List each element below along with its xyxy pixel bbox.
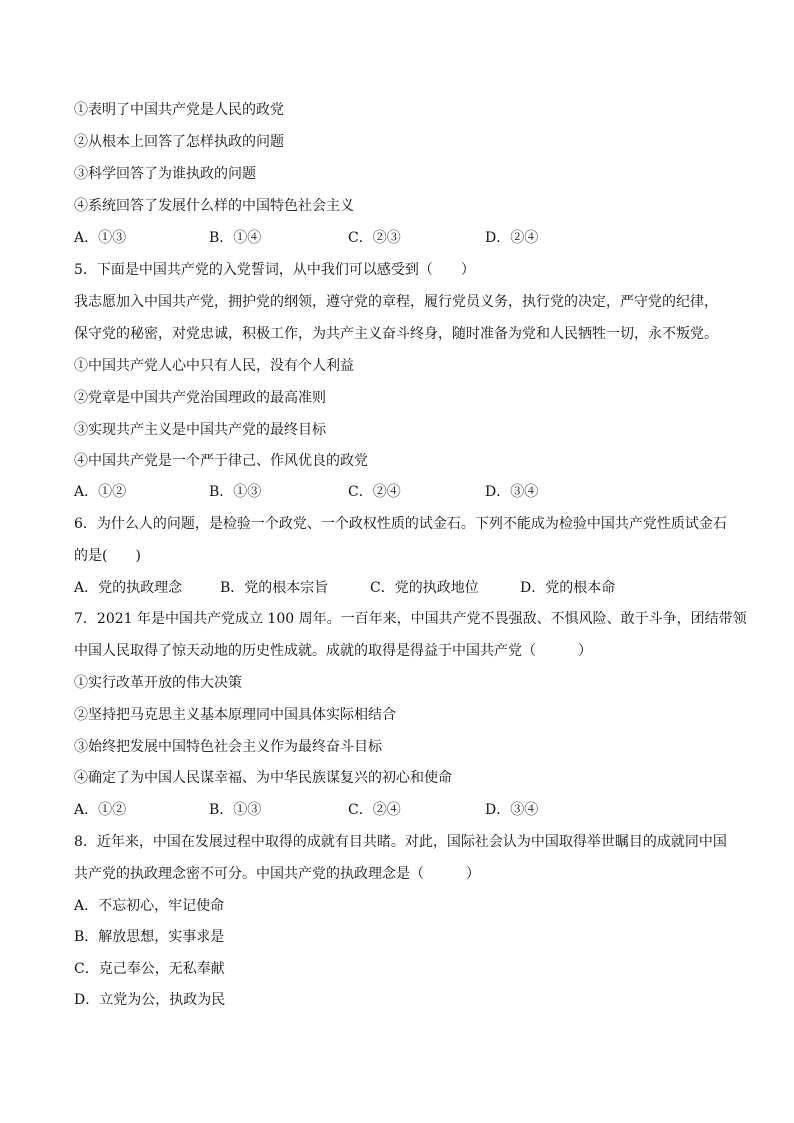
q4-options [74, 228, 734, 248]
q7-option-b: B．①③ [209, 802, 262, 818]
q4-option-b: B．①④ [209, 230, 262, 246]
q6-option-c: C．党的执政地位 [370, 580, 479, 596]
q6-option-d: D．党的根本命 [520, 580, 616, 596]
q8-option-c: C．克己奉公，无私奉献 [74, 961, 225, 977]
q5-item-1: ①中国共产党人心中只有人民，没有个人利益 [74, 358, 354, 374]
q6-stem-line-1: 6．为什么人的问题，是检验一个政党、一个政权性质的试金石。下列不能成为检验中国共产党性质试金石 [74, 516, 727, 532]
q4-item-2: ②从根本上回答了怎样执政的问题 [74, 134, 284, 150]
q5-item-4: ④中国共产党是一个严于律己、作风优良的政党 [74, 453, 368, 469]
q6-option-a: A．党的执政理念 [74, 580, 183, 596]
q7-option-a: A．①② [74, 802, 127, 818]
q8-option-d: D．立党为公，执政为民 [74, 992, 226, 1008]
q7-item-2: ②坚持把马克思主义基本原理同中国具体实际相结合 [74, 707, 396, 723]
q7-item-3: ③始终把发展中国特色社会主义作为最终奋斗目标 [74, 739, 382, 755]
q7-options [74, 800, 734, 820]
q7-item-4: ④确定了为中国人民谋幸福、为中华民族谋复兴的初心和使命 [74, 770, 452, 786]
q7-option-c: C．②④ [348, 802, 401, 818]
q4-item-1: ①表明了中国共产党是人民的政党 [74, 102, 284, 118]
q5-option-a: A．①② [74, 484, 127, 500]
q5-option-d: D．③④ [485, 484, 539, 500]
q4-option-a: A．①③ [74, 230, 127, 246]
q5-oath-line-2: 保守党的秘密，对党忠诚，积极工作，为共产主义奋斗终身，随时准备为党和人民牺牲一切，永不叛党。 [74, 326, 718, 342]
q6-option-b: B．党的根本宗旨 [220, 580, 329, 596]
q8-option-a: A．不忘初心，牢记使命 [74, 898, 225, 914]
q5-item-3: ③实现共产主义是中国共产党的最终目标 [74, 422, 326, 438]
q5-option-b: B．①③ [209, 484, 262, 500]
q4-option-c: C．②③ [348, 230, 401, 246]
q7-item-1: ①实行改革开放的伟大决策 [74, 675, 242, 691]
q4-item-4: ④系统回答了发展什么样的中国特色社会主义 [74, 198, 354, 214]
q5-options [74, 482, 734, 502]
q5-stem: 5．下面是中国共产党的入党誓词，从中我们可以感受到（ ） [74, 262, 475, 278]
q7-option-d: D．③④ [485, 802, 539, 818]
q5-item-2: ②党章是中国共产党治国理政的最高准则 [74, 390, 326, 406]
q7-stem-line-2: 中国人民取得了惊天动地的历史性成就。成就的取得是得益于中国共产党（ ） [74, 643, 592, 659]
q6-stem-line-2: 的是( ) [74, 548, 141, 564]
q8-stem-line-2: 共产党的执政理念密不可分。中国共产党的执政理念是（ ） [74, 866, 480, 882]
q4-option-d: D．②④ [485, 230, 539, 246]
q5-option-c: C．②④ [348, 484, 401, 500]
q8-stem-line-1: 8．近年来，中国在发展过程中取得的成就有目共睹。对此，国际社会认为中国取得举世瞩目的成就同中国 [74, 834, 727, 850]
q6-options [74, 578, 734, 598]
q8-option-b: B．解放思想，实事求是 [74, 929, 225, 945]
q7-stem-line-1: 7．2021 年是中国共产党成立 100 周年。一百年来，中国共产党不畏强敌、不惧风险、敢于斗争，团结带领 [74, 611, 747, 627]
q4-item-3: ③科学回答了为谁执政的问题 [74, 166, 256, 182]
q5-oath-line-1: 我志愿加入中国共产党，拥护党的纲领，遵守党的章程，履行党员义务，执行党的决定，严守党的纪律， [74, 294, 718, 310]
